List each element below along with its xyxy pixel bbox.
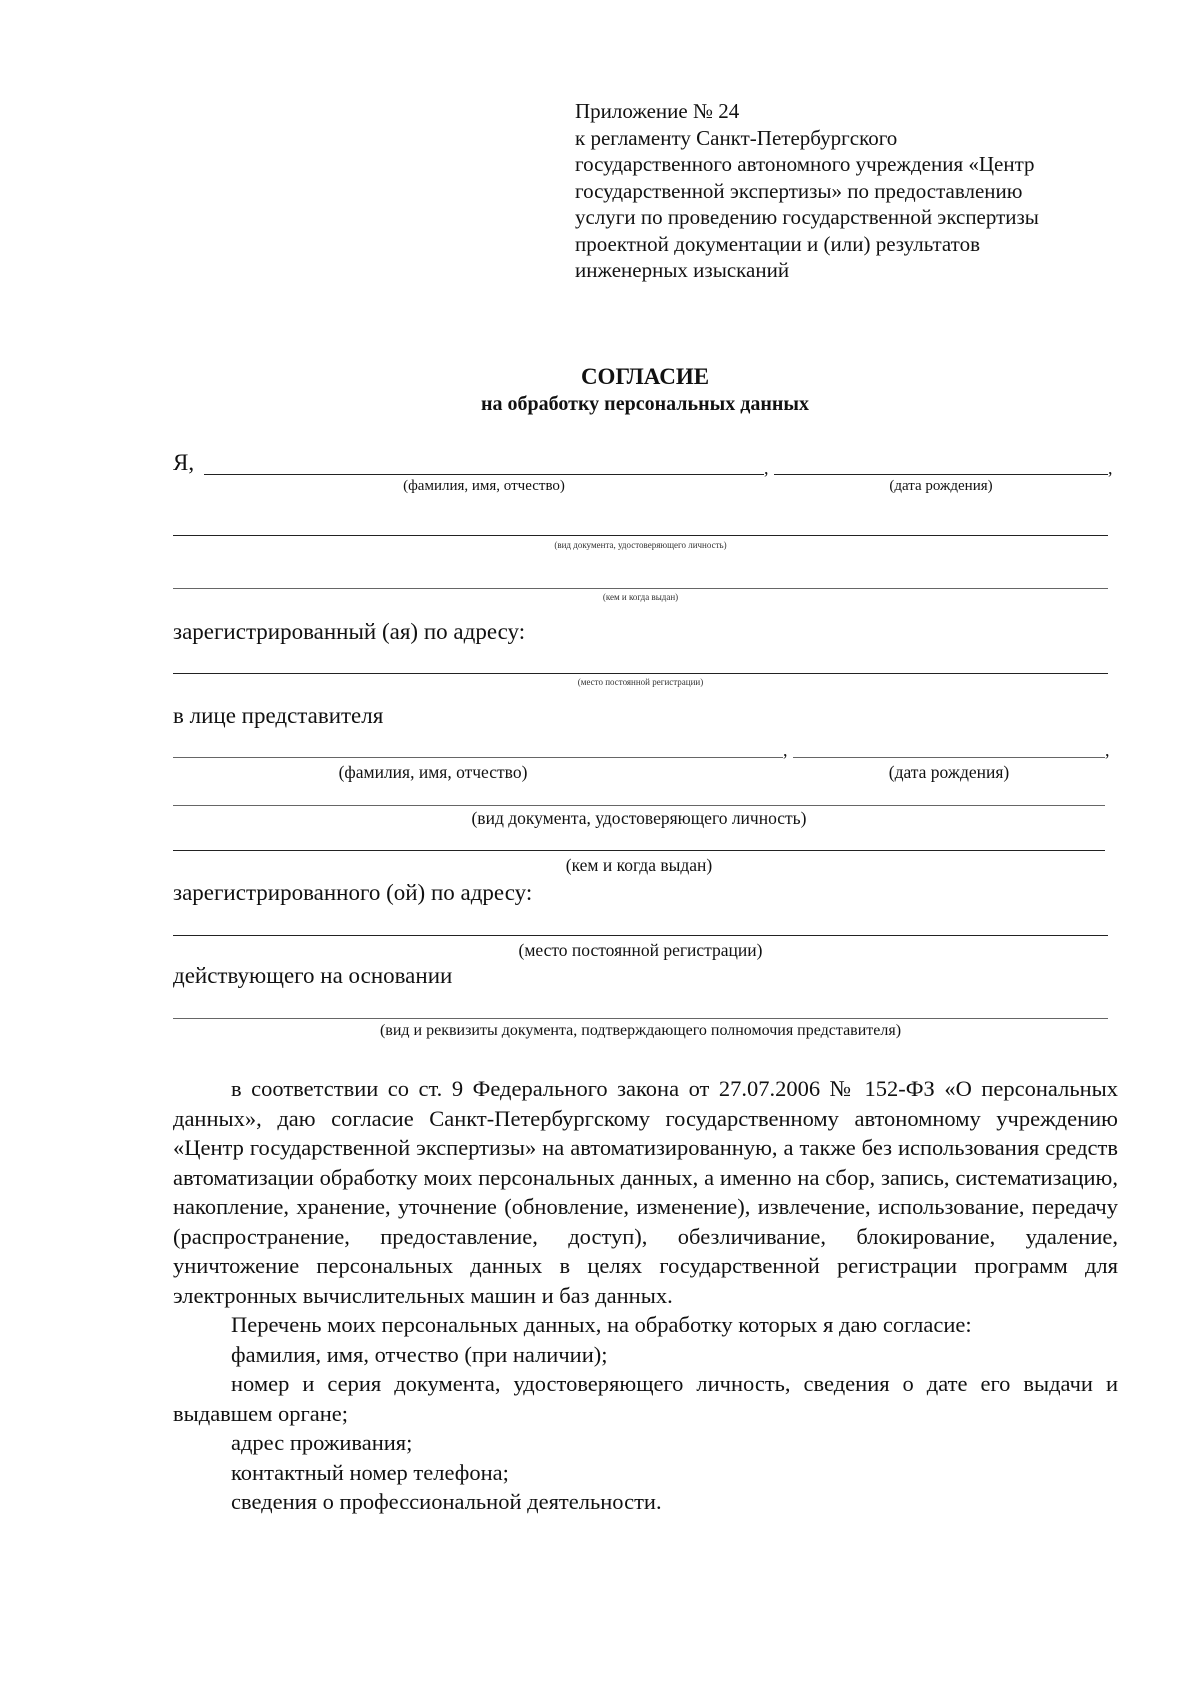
list-item: контактный номер телефона; [231,1459,509,1485]
registration-field-line[interactable] [173,673,1108,674]
appendix-line: к регламенту Санкт-Петербургского [575,125,898,150]
list-item: фамилия, имя, отчество (при наличии); [231,1341,608,1367]
appendix-line: услуги по проведению государственной экспертизы [575,205,1039,229]
document-field-line[interactable] [173,535,1108,536]
comma: , [1108,458,1113,478]
rep-registration-caption: (место постоянной регистрации) [518,940,763,960]
dob-caption: (дата рождения) [889,478,993,494]
consent-body [173,1074,1118,1517]
basis-caption: (вид и реквизиты документа, подтверждающего полномочия представителя) [379,1022,902,1039]
appendix-line: Приложение № 24 [575,99,740,123]
issued-caption: (кем и когда выдан) [602,592,679,602]
appendix-line: инженерных изысканий [575,258,790,282]
fio-field-line[interactable] [204,474,764,475]
dob-field-line[interactable] [774,474,1108,475]
registration-caption: (место постоянной регистрации) [577,677,704,687]
list-intro: Перечень моих персональных данных, на обработку которых я даю согласие: [231,1312,972,1337]
fio-caption: (фамилия, имя, отчество) [403,478,565,494]
comma: , [764,458,769,478]
document-title: СОГЛАСИЕ [580,364,710,389]
consent-paragraph: в соответствии со ст. 9 Федерального закона от 27.07.2006 № 152-ФЗ «О персональных данных», даю согласие Санкт-Петербургскому государственному автономному учреждению «Центр государственной экспертизы» на автоматизированную, а также без использования средств автоматизации обработку моих персональных данных, а именно на сбор, запись, систематизацию, накопление, хранение, уточнение (обновление, изменение), извлечение, использование, передачу (распространение, предоставление, доступ), обезличивание, блокирование, удаление, уничтожение персональных данных в целях государственной регистрации программ для электронных вычислительных машин и баз данных. [173,1076,1118,1308]
comma: , [783,740,788,760]
rep-document-field-line[interactable] [173,805,1105,806]
rep-dob-caption: (дата рождения) [888,762,1010,782]
representative-label: в лице представителя [173,703,384,728]
rep-fio-caption: (фамилия, имя, отчество) [338,762,528,782]
list-item: сведения о профессиональной деятельности. [231,1489,662,1514]
issued-field-line[interactable] [173,588,1108,589]
rep-issued-field-line[interactable] [173,850,1105,851]
ya-label: Я, [173,450,195,475]
document-subtitle: на обработку персональных данных [481,393,809,415]
appendix-line: государственного автономного учреждения «Центр [575,152,1035,176]
registration-label: зарегистрированный (ая) по адресу: [173,619,526,644]
rep-document-caption: (вид документа, удостоверяющего личность) [471,808,807,828]
appendix-block [575,98,1039,284]
appendix-line: государственной экспертизы» по предоставлению [575,178,1023,203]
rep-issued-caption: (кем и когда выдан) [565,855,713,875]
rep-registration-label: зарегистрированного (ой) по адресу: [173,880,533,905]
appendix-line: проектной документации и (или) результатов [575,231,980,256]
list-item: номер и серия документа, удостоверяющего личность, сведения о дате его выдачи и выдавшем органе; [173,1371,1118,1426]
basis-field-line[interactable] [173,1018,1108,1019]
rep-fio-field-line[interactable] [173,757,783,758]
rep-dob-field-line[interactable] [793,757,1105,758]
list-item: адрес проживания; [231,1430,413,1455]
document-caption: (вид документа, удостоверяющего личность) [554,540,727,550]
basis-label: действующего на основании [173,963,453,988]
rep-registration-field-line[interactable] [173,935,1108,936]
comma: , [1105,740,1110,760]
